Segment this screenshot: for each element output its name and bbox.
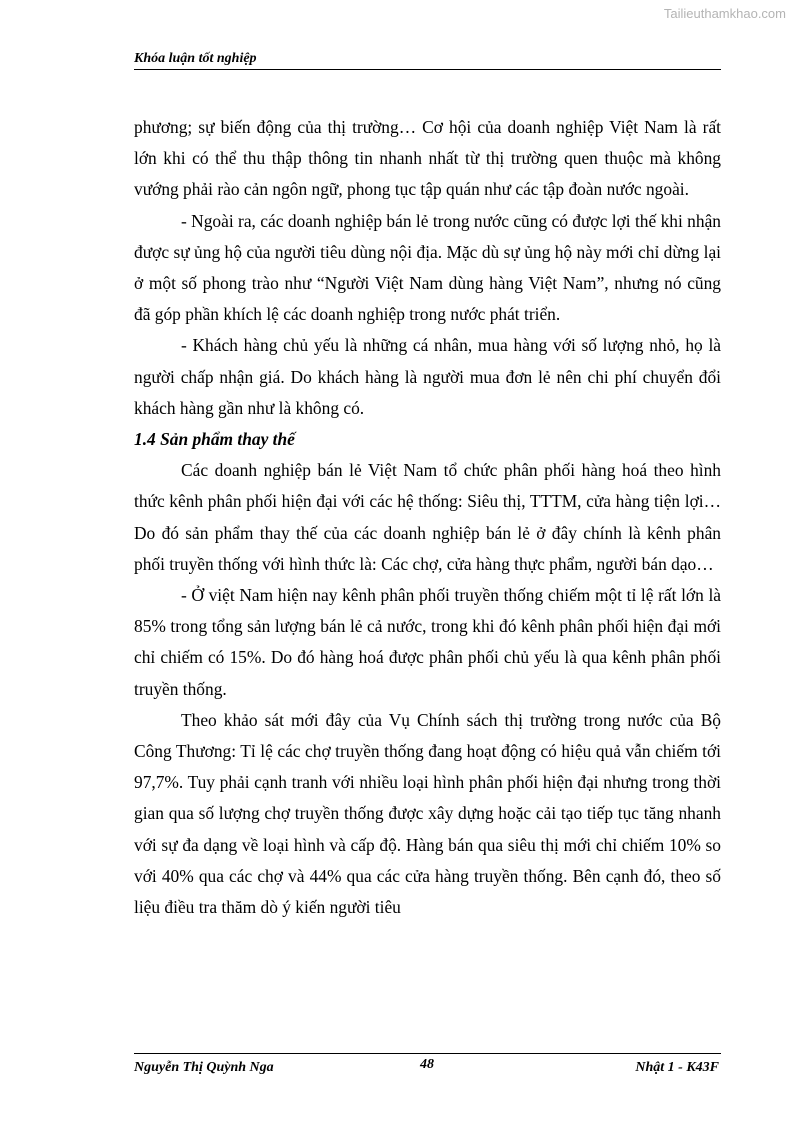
document-body [134,112,721,923]
paragraph: - Khách hàng chủ yếu là những cá nhân, mua hàng với số lượng nhỏ, họ là người chấp nhận giá. Do khách hàng là người mua đơn lẻ nên chi phí chuyển đổi khách hàng gần như là không có. [134,335,721,418]
paragraph: - Ở việt Nam hiện nay kênh phân phối truyền thống chiếm một tỉ lệ rất lớn là 85% trong tổng sản lượng bán lẻ cả nước, trong khi đó kênh phân phối hiện đại mới chỉ chiếm có 15%. Do đó hàng hoá được phân phối chủ yếu là qua kênh phân phối truyền thống. [134,585,721,699]
footer-class-code: Nhật 1 - K43F [635,1060,719,1075]
section-heading: 1.4 Sản phẩm thay thế [134,429,295,450]
paragraph: Các doanh nghiệp bán lẻ Việt Nam tổ chức phân phối hàng hoá theo hình thức kênh phân phối hiện đại với các hệ thống: Siêu thị, TTTM, cửa hàng tiện lợi… Do đó sản phẩm thay thế của các doanh nghiệp bán lẻ ở đây chính là kênh phân phối truyền thống với hình thức là: Các chợ, cửa hàng thực phẩm, người bán dạo… [134,460,721,574]
header-title: Khóa luận tốt nghiệp [134,51,257,66]
paragraph: Theo khảo sát mới đây của Vụ Chính sách thị trường trong nước của Bộ Công Thương: Tỉ lệ các chợ truyền thống đang hoạt động có hiệu quả vẫn chiếm tới 97,7%. Tuy phải cạnh tranh với nhiều loại hình phân phối hiện đại nhưng trong thời gian qua số lượng chợ truyền thống được xây dựng hoặc cải tạo tiếp tục tăng nhanh với sự đa dạng về loại hình và cấp độ. Hàng bán qua siêu thị mới chỉ chiếm 10% so với 40% qua các chợ và 44% qua các cửa hàng truyền thống. Bên cạnh đó, theo số liệu điều tra thăm dò ý kiến người tiêu [134,709,721,918]
page-number: 48 [420,1057,434,1072]
page-header [134,50,721,70]
paragraph: phương; sự biến động của thị trường… Cơ hội của doanh nghiệp Việt Nam là rất lớn khi có thể thu thập thông tin nhanh nhất từ thị trường quen thuộc mà không vướng phải rào cản ngôn ngữ, phong tục tập quán như các tập đoàn nước ngoài. [134,117,721,200]
footer-author: Nguyễn Thị Quỳnh Nga [134,1060,274,1075]
page-footer [134,1053,721,1078]
paragraph: - Ngoài ra, các doanh nghiệp bán lẻ trong nước cũng có được lợi thế khi nhận được sự ủng hộ của người tiêu dùng nội địa. Mặc dù sự ủng hộ này mới chỉ dừng lại ở một số phong trào như “Người Việt Nam dùng hàng Việt Nam”, nhưng nó cũng đã góp phần khích lệ các doanh nghiệp trong nước phát triển. [134,210,721,325]
watermark: Tailieuthamkhao.com [663,6,786,21]
